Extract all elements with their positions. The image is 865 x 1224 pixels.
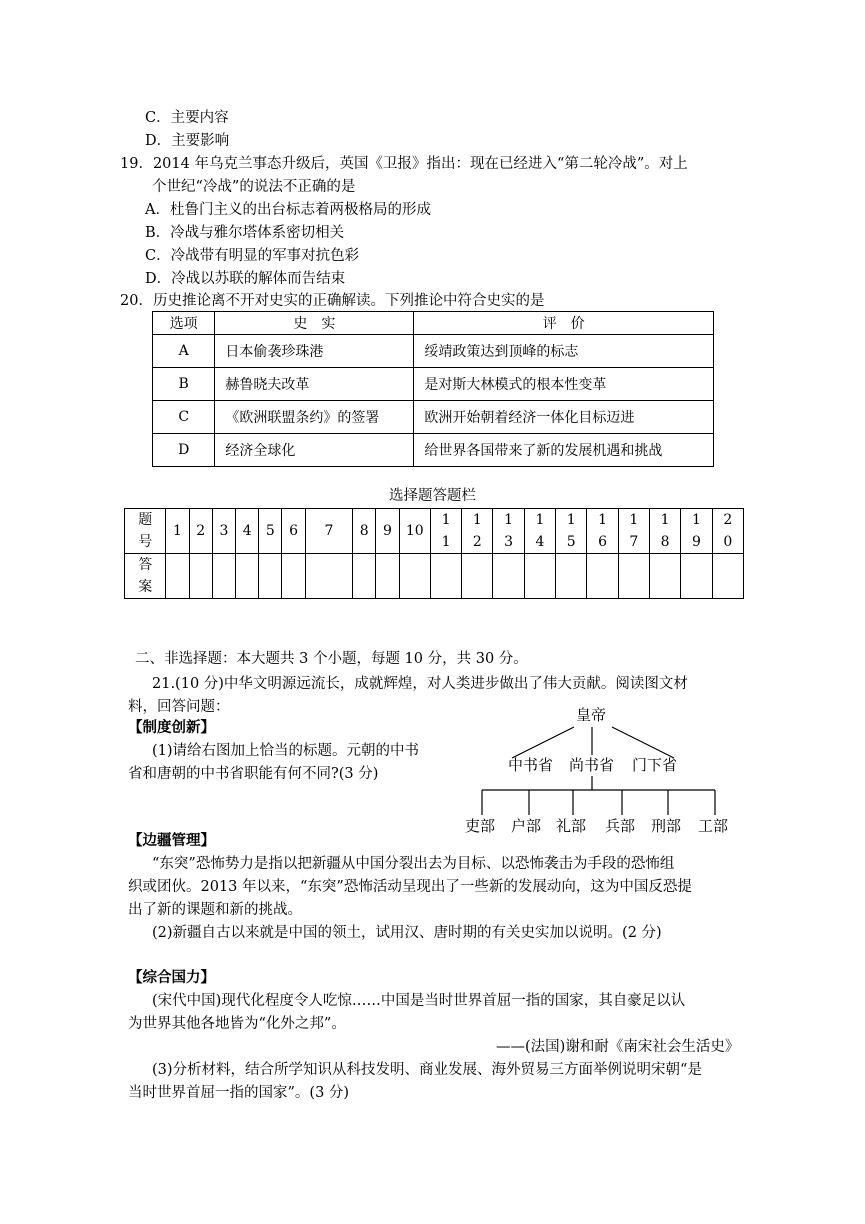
- q20-cell-option: B: [153, 368, 215, 401]
- institution-heading: 【制度创新】: [128, 719, 215, 736]
- answer-number-cell: 2: [189, 509, 212, 554]
- q20-cell-fact: 经济全球化: [215, 434, 414, 467]
- answer-number-cell: 1 4: [524, 509, 555, 554]
- q20-cell-option: D: [153, 434, 215, 467]
- answer-number-cell: 1 9: [681, 509, 712, 554]
- border-heading: 【边疆管理】: [128, 832, 215, 849]
- diagram-middle-node: 尚书省: [569, 756, 615, 774]
- q19-stem-line2: 个世纪“冷战”的说法不正确的是: [152, 179, 356, 195]
- answer-row-label: 题 号: [125, 509, 166, 554]
- answer-blank-cell[interactable]: [259, 554, 282, 599]
- border-paragraph-line3: 出了新的课题和新的挑战。: [128, 902, 302, 918]
- answer-number-cell: 1 8: [649, 509, 680, 554]
- q18-option-c: C．主要内容: [145, 110, 229, 126]
- table-row: [153, 368, 714, 401]
- q20-header-eval: 评 价: [414, 312, 714, 335]
- q20-header-row: [153, 312, 714, 335]
- answer-number-cell: 1: [166, 509, 189, 554]
- answer-number-cell: 1 5: [556, 509, 587, 554]
- institution-question-line2: 省和唐朝的中书省职能有何不同?(3 分): [128, 766, 379, 782]
- power-source: ——(法国)谢和耐《南宋社会生活史》: [496, 1039, 740, 1055]
- q20-cell-eval: 绥靖政策达到顶峰的标志: [414, 335, 714, 368]
- government-structure-diagram: [452, 700, 737, 850]
- answer-row-label: 答 案: [125, 554, 166, 599]
- power-question-line2: 当时世界首屈一指的国家”。(3 分): [128, 1085, 350, 1101]
- diagram-middle-node: 门下省: [632, 756, 678, 774]
- answer-blank-cell[interactable]: [618, 554, 649, 599]
- diagram-bottom-node: 户部: [511, 817, 542, 835]
- q21-line1: 21.(10 分)中华文明源远流长，成就辉煌，对人类进步做出了伟大贡献。阅读图文材: [152, 676, 688, 692]
- answer-blank-cell[interactable]: [524, 554, 555, 599]
- answer-blank-cell[interactable]: [282, 554, 305, 599]
- answer-blank-cell[interactable]: [493, 554, 524, 599]
- answer-number-cell: 3: [212, 509, 235, 554]
- q20-stem: 20．历史推论离不开对史实的正确解读。下列推论中符合史实的是: [120, 293, 545, 309]
- answer-number-cell: 2 0: [712, 509, 743, 554]
- q20-cell-eval: 给世界各国带来了新的发展机遇和挑战: [414, 434, 714, 467]
- diagram-top-node: 皇帝: [576, 706, 607, 724]
- answer-blank-cell[interactable]: [462, 554, 493, 599]
- q19-option-b: B．冷战与雅尔塔体系密切相关: [145, 225, 345, 241]
- answer-number-cell: 8: [353, 509, 376, 554]
- diagram-bottom-node: 刑部: [651, 817, 682, 835]
- answer-blank-cell[interactable]: [189, 554, 212, 599]
- table-row: [153, 434, 714, 467]
- q19-option-c: C．冷战带有明显的军事对抗色彩: [145, 248, 360, 264]
- answer-number-cell: 9: [376, 509, 399, 554]
- answer-blank-cell[interactable]: [681, 554, 712, 599]
- q20-cell-eval: 欧洲开始朝着经济一体化目标迈进: [414, 401, 714, 434]
- answer-blank-cell[interactable]: [353, 554, 376, 599]
- section2-heading: 二、非选择题：本大题共 3 个小题，每题 10 分，共 30 分。: [135, 651, 528, 667]
- answer-number-cell: 7: [305, 509, 352, 554]
- q20-header-fact: 史 实: [215, 312, 414, 335]
- answer-number-row: [125, 509, 744, 554]
- border-question: (2)新疆自古以来就是中国的领土，试用汉、唐时期的有关史实加以说明。(2 分): [152, 925, 662, 941]
- answer-blank-cell[interactable]: [430, 554, 461, 599]
- q20-cell-option: A: [153, 335, 215, 368]
- answer-fill-row: [125, 554, 744, 599]
- q20-cell-fact: 赫鲁晓夫改革: [215, 368, 414, 401]
- answer-number-cell: 1 3: [493, 509, 524, 554]
- q20-table: [152, 311, 714, 467]
- q20-cell-fact: 《欧洲联盟条约》的签署: [215, 401, 414, 434]
- diagram-bottom-node: 礼部: [556, 817, 587, 835]
- diagram-bottom-node: 吏部: [465, 817, 496, 835]
- answer-blank-cell[interactable]: [166, 554, 189, 599]
- border-paragraph-line2: 织或团伙。2013 年以来，“东突”恐怖活动呈现出了一些新的发展动向，这为中国反恐提: [128, 879, 692, 895]
- q18-option-d: D．主要影响: [145, 133, 230, 149]
- answer-sheet-table: [124, 508, 744, 599]
- answer-blank-cell[interactable]: [305, 554, 352, 599]
- answer-blank-cell[interactable]: [399, 554, 430, 599]
- answer-number-cell: 1 2: [462, 509, 493, 554]
- q19-option-d: D．冷战以苏联的解体而告结束: [145, 271, 346, 287]
- answer-number-cell: 10: [399, 509, 430, 554]
- power-paragraph-line2: 为世界其他各地皆为“化外之邦”。: [128, 1016, 346, 1032]
- answer-blank-cell[interactable]: [236, 554, 259, 599]
- table-row: [153, 401, 714, 434]
- answer-sheet-title: 选择题答题栏: [389, 488, 476, 504]
- answer-blank-cell[interactable]: [587, 554, 618, 599]
- power-question-line1: (3)分析材料，结合所学知识从科技发明、商业发展、海外贸易三方面举例说明宋朝“是: [152, 1062, 702, 1078]
- power-heading: 【综合国力】: [128, 969, 215, 986]
- answer-blank-cell[interactable]: [649, 554, 680, 599]
- power-paragraph-line1: (宋代中国)现代化程度令人吃惊……中国是当时世界首屈一指的国家，其自豪足以认: [152, 993, 686, 1009]
- answer-blank-cell[interactable]: [212, 554, 235, 599]
- institution-question-line1: (1)请给右图加上恰当的标题。元朝的中书: [152, 743, 420, 759]
- answer-number-cell: 1 6: [587, 509, 618, 554]
- answer-blank-cell[interactable]: [556, 554, 587, 599]
- answer-blank-cell[interactable]: [712, 554, 743, 599]
- q20-cell-option: C: [153, 401, 215, 434]
- diagram-bottom-node: 兵部: [605, 817, 636, 835]
- answer-number-cell: 1 1: [430, 509, 461, 554]
- q20-cell-eval: 是对斯大林模式的根本性变革: [414, 368, 714, 401]
- answer-number-cell: 5: [259, 509, 282, 554]
- q20-cell-fact: 日本偷袭珍珠港: [215, 335, 414, 368]
- answer-number-cell: 1 7: [618, 509, 649, 554]
- answer-number-cell: 6: [282, 509, 305, 554]
- answer-number-cell: 4: [236, 509, 259, 554]
- answer-blank-cell[interactable]: [376, 554, 399, 599]
- table-row: [153, 335, 714, 368]
- q19-option-a: A．杜鲁门主义的出台标志着两极格局的形成: [145, 202, 431, 218]
- q19-stem-line1: 19．2014 年乌克兰事态升级后，英国《卫报》指出：现在已经进入“第二轮冷战”。对上: [120, 156, 688, 172]
- diagram-middle-node: 中书省: [508, 756, 554, 774]
- q20-header-option: 选项: [153, 312, 215, 335]
- q21-line2: 料，回答问题：: [128, 699, 230, 715]
- border-paragraph-line1: “东突”恐怖势力是指以把新疆从中国分裂出去为目标、以恐怖袭击为手段的恐怖组: [152, 856, 675, 872]
- diagram-bottom-node: 工部: [698, 817, 729, 835]
